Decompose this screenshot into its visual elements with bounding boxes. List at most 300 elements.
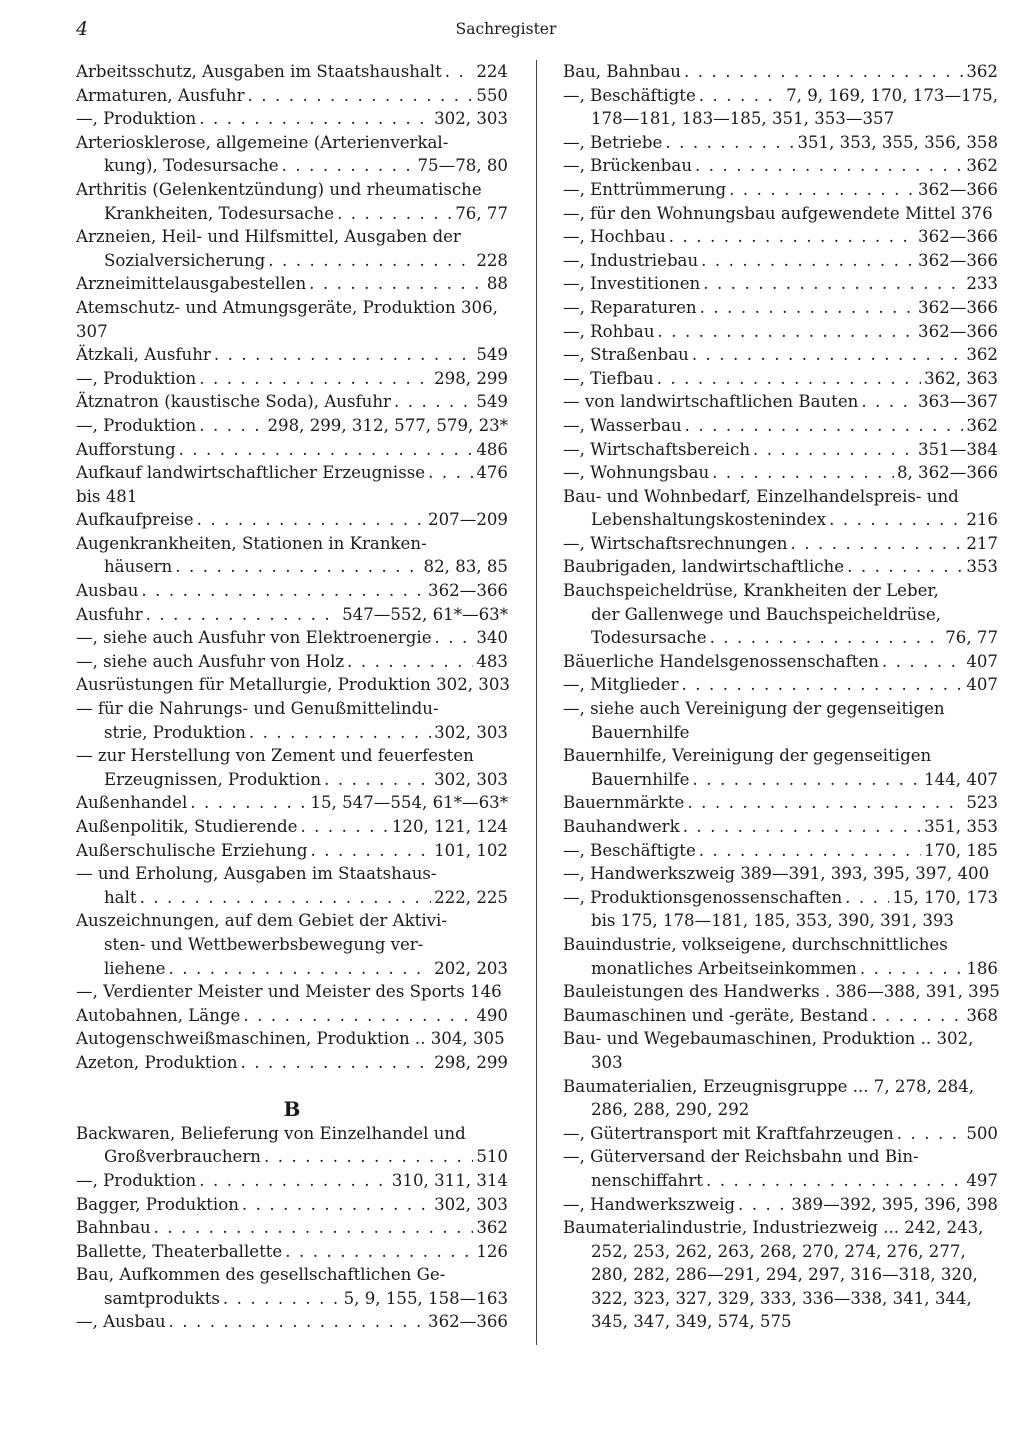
- entry-text: Bauernhilfe, Vereinigung der gegenseitigen: [563, 746, 932, 766]
- entry-pages: 549: [476, 392, 508, 412]
- dot-leader: [311, 839, 432, 863]
- index-entry: [76, 650, 508, 674]
- entry-text: —, Wohnungsbau: [563, 463, 710, 483]
- dot-leader: [435, 626, 474, 650]
- entry-text: Bauernhilfe: [591, 722, 690, 742]
- entry-pages: 302, 303: [434, 1194, 508, 1214]
- entry-pages: 389—392, 395, 396, 398: [791, 1194, 998, 1214]
- entry-text: Atemschutz- und Atmungsgeräte, Produktion 306,: [76, 297, 498, 317]
- entry-pages: 82, 83, 85: [423, 557, 508, 577]
- index-entry: [563, 320, 998, 344]
- entry-text: Baumaterialindustrie, Industriezweig ... 242, 243,: [563, 1218, 984, 1238]
- dot-leader: [428, 461, 473, 485]
- index-line: [563, 1263, 998, 1287]
- index-line: [76, 225, 508, 249]
- index-entry: [76, 1287, 508, 1311]
- dot-leader: [445, 60, 474, 84]
- dot-leader: [241, 1051, 432, 1075]
- dot-leader: [658, 320, 916, 344]
- entry-text: Bahnbau: [76, 1218, 151, 1238]
- entry-text: monatliches Arbeitseinkommen: [591, 958, 857, 978]
- index-entry: [563, 650, 998, 674]
- index-line: [563, 721, 998, 745]
- dot-leader: [169, 1310, 426, 1334]
- entry-pages: 363—367: [918, 392, 998, 412]
- dot-leader: [790, 532, 963, 556]
- index-line: [563, 579, 998, 603]
- entry-text: Arzneien, Heil- und Hilfsmittel, Ausgaben der: [76, 227, 461, 247]
- column-divider: [536, 60, 537, 1345]
- dot-leader: [199, 1169, 389, 1193]
- index-line: [76, 862, 508, 886]
- entry-text: Backwaren, Belieferung von Einzelhandel und: [76, 1123, 466, 1143]
- dot-leader: [264, 1145, 473, 1169]
- entry-pages: 8, 362—366: [896, 463, 998, 483]
- dot-leader: [871, 1004, 963, 1028]
- dot-leader: [829, 508, 963, 532]
- entry-pages: 351, 353: [924, 817, 998, 836]
- index-line: [76, 1122, 508, 1146]
- index-entry: [76, 438, 508, 462]
- index-line: [563, 1098, 998, 1122]
- entry-pages: 362—366: [918, 179, 998, 199]
- entry-text: bis 175, 178—181, 185, 353, 390, 391, 393: [591, 911, 954, 931]
- entry-text: Auszeichnungen, auf dem Gebiet der Aktivi-: [76, 911, 447, 931]
- dot-leader: [199, 367, 431, 391]
- entry-text: Armaturen, Ausfuhr: [76, 85, 245, 105]
- dot-leader: [179, 438, 474, 462]
- entry-text: halt: [104, 887, 137, 907]
- entry-pages: 362—366: [918, 227, 998, 247]
- entry-text: Außerschulische Erziehung: [76, 840, 308, 860]
- dot-leader: [692, 768, 921, 792]
- entry-text: —, Reparaturen: [563, 297, 697, 317]
- index-line: [76, 744, 508, 768]
- index-entry: [563, 673, 998, 697]
- entry-text: —, siehe auch Vereinigung der gegenseitigen: [563, 699, 945, 719]
- entry-text: Bau, Aufkommen des gesellschaftlichen Ge-: [76, 1265, 446, 1285]
- dot-leader: [309, 272, 484, 296]
- index-line: [563, 933, 998, 957]
- index-entry: [563, 249, 998, 273]
- entry-text: Erzeugnissen, Produktion: [104, 769, 322, 789]
- entry-text: Lebenshaltungskostenindex: [591, 510, 827, 530]
- index-entry: [563, 957, 998, 981]
- entry-pages: 7, 9, 169, 170, 173—175,: [786, 85, 998, 105]
- index-entry: [76, 1216, 508, 1240]
- entry-text: 252, 253, 262, 263, 268, 270, 274, 276, 277,: [591, 1241, 966, 1261]
- index-line: [76, 933, 508, 957]
- dot-leader: [683, 815, 921, 839]
- index-entry: [76, 343, 508, 367]
- index-entry: [76, 839, 508, 863]
- index-entry: [563, 343, 998, 367]
- entry-text: —, Produktion: [76, 1170, 197, 1190]
- entry-pages: 368: [966, 1005, 998, 1025]
- dot-leader: [214, 343, 473, 367]
- dot-leader: [146, 603, 339, 627]
- dot-leader: [285, 1240, 473, 1264]
- entry-text: Ausbau: [76, 581, 139, 601]
- index-entry: [563, 438, 998, 462]
- section-spacer: [76, 1075, 508, 1099]
- entry-text: der Gallenwege und Bauchspeicheldrüse,: [591, 604, 941, 624]
- dot-leader: [682, 673, 964, 697]
- entry-pages: 217: [966, 533, 998, 553]
- entry-pages: 302, 303: [434, 109, 508, 129]
- index-entry: [76, 957, 508, 981]
- index-entry: [76, 579, 508, 603]
- index-entry: [76, 272, 508, 296]
- entry-pages: 228: [476, 250, 508, 270]
- index-line: [563, 107, 998, 131]
- dot-leader: [687, 791, 963, 815]
- dot-leader: [712, 461, 894, 485]
- entry-text: —, Enttrümmerung: [563, 179, 727, 199]
- dot-leader: [337, 202, 452, 226]
- entry-pages: 362—366: [428, 581, 508, 601]
- entry-pages: 298, 299: [434, 1052, 508, 1072]
- entry-text: liehene: [104, 958, 166, 978]
- index-line: [76, 697, 508, 721]
- entry-pages: 75—78, 80: [417, 156, 508, 176]
- entry-pages: 547—552, 61*—63*: [342, 604, 508, 624]
- dot-leader: [699, 84, 783, 108]
- entry-text: 307: [76, 321, 108, 341]
- dot-leader: [753, 438, 915, 462]
- entry-pages: 353: [966, 557, 998, 577]
- entry-text: —, Straßenbau: [563, 345, 689, 365]
- entry-text: Bauleistungen des Handwerks . 386—388, 391, 395: [563, 982, 1000, 1002]
- index-line: [76, 296, 508, 320]
- entry-text: —, Ausbau: [76, 1312, 166, 1332]
- dot-leader: [699, 839, 921, 863]
- entry-text: Außenpolitik, Studierende: [76, 817, 298, 836]
- entry-text: —, Industriebau: [563, 250, 699, 270]
- index-entry: [76, 414, 508, 438]
- entry-pages: 497: [966, 1170, 998, 1190]
- entry-text: —, Beschäftigte: [563, 85, 696, 105]
- entry-text: —, Produktion: [76, 415, 197, 435]
- dot-leader: [140, 886, 432, 910]
- entry-text: —, Mitglieder: [563, 675, 679, 695]
- dot-leader: [665, 131, 794, 155]
- entry-text: Aufforstung: [76, 439, 176, 459]
- entry-pages: 483: [476, 651, 508, 671]
- dot-leader: [347, 650, 473, 674]
- entry-text: Baubrigaden, landwirtschaftliche: [563, 557, 845, 577]
- index-entry: [563, 178, 998, 202]
- entry-text: 280, 282, 286—291, 294, 297, 316—318, 320,: [591, 1265, 978, 1285]
- index-entry: [563, 390, 998, 414]
- entry-text: Ausrüstungen für Metallurgie, Produktion 302, 303: [76, 675, 510, 695]
- entry-pages: 351—384: [918, 439, 998, 459]
- index-entry: [76, 1240, 508, 1264]
- entry-text: —, für den Wohnungsbau aufgewendete Mittel 376: [563, 203, 993, 223]
- entry-pages: 233: [966, 274, 998, 294]
- index-entry: [76, 461, 508, 485]
- index-line: [563, 1051, 998, 1075]
- entry-text: —, Produktionsgenossenschaften: [563, 887, 843, 907]
- entry-text: sten- und Wettbewerbsbewegung ver-: [104, 934, 424, 954]
- index-entry: [563, 1004, 998, 1028]
- entry-text: 345, 347, 349, 574, 575: [591, 1312, 792, 1332]
- index-entry: [76, 886, 508, 910]
- entry-pages: 298, 299: [434, 368, 508, 388]
- entry-pages: 144, 407: [924, 769, 998, 789]
- dot-leader: [197, 508, 425, 532]
- index-entry: [76, 154, 508, 178]
- entry-text: 178—181, 183—185, 351, 353—357: [591, 109, 895, 129]
- dot-leader: [847, 555, 963, 579]
- dot-leader: [701, 249, 915, 273]
- entry-pages: 362—366: [918, 297, 998, 317]
- dot-leader: [882, 650, 963, 674]
- page-number: 4: [76, 18, 89, 40]
- entry-text: Ballette, Theaterballette: [76, 1241, 283, 1261]
- entry-text: Bagger, Produktion: [76, 1194, 239, 1214]
- entry-pages: 88: [486, 274, 508, 294]
- entry-pages: 486: [476, 439, 508, 459]
- index-entry: [76, 60, 508, 84]
- entry-pages: 362: [966, 62, 998, 81]
- entry-text: — zur Herstellung von Zement und feuerfesten: [76, 746, 474, 766]
- index-line: [76, 980, 508, 1004]
- index-entry: [76, 1145, 508, 1169]
- dot-leader: [695, 154, 963, 178]
- index-line: [563, 603, 998, 627]
- index-line: [76, 1027, 508, 1051]
- index-entry: [76, 1004, 508, 1028]
- entry-pages: 302, 303: [434, 722, 508, 742]
- entry-pages: 351, 353, 355, 356, 358: [797, 132, 998, 152]
- index-line: [76, 1263, 508, 1287]
- entry-text: Bauchspeicheldrüse, Krankheiten der Leber,: [563, 581, 939, 601]
- entry-text: —, Wirtschaftsrechnungen: [563, 533, 788, 553]
- index-entry: [76, 84, 508, 108]
- dot-leader: [684, 60, 963, 84]
- index-entry: [76, 1169, 508, 1193]
- dot-leader: [324, 768, 431, 792]
- entry-text: Außenhandel: [76, 793, 188, 813]
- entry-text: Arthritis (Gelenkentzündung) und rheumatische: [76, 179, 482, 199]
- dot-leader: [242, 1193, 431, 1217]
- entry-pages: 298, 299, 312, 577, 579, 23*: [267, 415, 508, 435]
- index-entry: [563, 815, 998, 839]
- index-entry: [76, 1193, 508, 1217]
- entry-text: Baumaschinen und -geräte, Bestand: [563, 1005, 869, 1025]
- dot-leader: [845, 886, 889, 910]
- entry-text: Autobahnen, Länge: [76, 1005, 241, 1025]
- entry-pages: 362—366: [918, 250, 998, 270]
- entry-text: —, Gütertransport mit Kraftfahrzeugen: [563, 1123, 894, 1143]
- index-line: [76, 485, 508, 509]
- dot-leader: [154, 1216, 474, 1240]
- dot-leader: [394, 390, 473, 414]
- index-entry: [563, 84, 998, 108]
- entry-pages: 76, 77: [455, 203, 508, 223]
- dot-leader: [710, 626, 943, 650]
- entry-pages: 362, 363: [924, 368, 998, 388]
- entry-text: —, Investitionen: [563, 274, 701, 294]
- dot-leader: [223, 1287, 341, 1311]
- entry-text: häusern: [104, 557, 173, 577]
- entry-text: Bauindustrie, volkseigene, durchschnittliches: [563, 934, 948, 954]
- entry-text: Baumaterialien, Erzeugnisgruppe ... 7, 278, 284,: [563, 1076, 975, 1096]
- index-entry: [76, 249, 508, 273]
- entry-pages: 302, 303: [434, 769, 508, 789]
- entry-text: —, Handwerkszweig 389—391, 393, 395, 397, 400: [563, 864, 990, 884]
- entry-text: 322, 323, 327, 329, 333, 336—338, 341, 344,: [591, 1288, 972, 1308]
- index-entry: [76, 555, 508, 579]
- entry-pages: 340: [476, 628, 508, 648]
- index-line: [563, 1310, 998, 1334]
- index-entry: [76, 390, 508, 414]
- index-line: [563, 1240, 998, 1264]
- entry-pages: 362: [966, 156, 998, 176]
- entry-pages: 222, 225: [434, 887, 508, 907]
- entry-pages: 362: [966, 345, 998, 365]
- entry-text: Todesursache: [591, 628, 707, 648]
- index-entry: [76, 721, 508, 745]
- entry-text: Augenkrankheiten, Stationen in Kranken-: [76, 533, 427, 553]
- dot-leader: [685, 414, 964, 438]
- index-entry: [563, 1169, 998, 1193]
- dot-leader: [703, 272, 963, 296]
- index-column-right: [563, 60, 998, 1334]
- index-line: [76, 532, 508, 556]
- entry-text: —, siehe auch Ausfuhr von Elektroenergie: [76, 628, 432, 648]
- index-line: [76, 320, 508, 344]
- entry-text: —, Brückenbau: [563, 156, 693, 176]
- entry-pages: 362: [966, 415, 998, 435]
- entry-text: Ätznatron (kaustische Soda), Ausfuhr: [76, 392, 391, 412]
- entry-pages: 476: [476, 463, 508, 483]
- entry-text: Arbeitsschutz, Ausgaben im Staatshaushalt: [76, 62, 442, 81]
- entry-pages: 362—366: [918, 321, 998, 341]
- index-line: [563, 1287, 998, 1311]
- entry-pages: 224: [476, 62, 508, 81]
- entry-pages: 207—209: [428, 510, 508, 530]
- index-line: [563, 980, 998, 1004]
- entry-text: Azeton, Produktion: [76, 1052, 238, 1072]
- entry-pages: 510: [476, 1147, 508, 1167]
- entry-text: Bauernmärkte: [563, 793, 685, 813]
- index-line: [563, 697, 998, 721]
- entry-text: Bau- und Wohnbedarf, Einzelhandelspreis- und: [563, 486, 959, 506]
- entry-text: —, Produktion: [76, 368, 197, 388]
- dot-leader: [300, 815, 388, 839]
- index-entry: [76, 791, 508, 815]
- entry-text: Aufkaufpreise: [76, 510, 194, 530]
- dot-leader: [141, 579, 425, 603]
- entry-text: Bauernhilfe: [591, 769, 690, 789]
- index-entry: [76, 202, 508, 226]
- entry-text: —, Beschäftigte: [563, 840, 696, 860]
- entry-pages: 523: [966, 793, 998, 813]
- dot-leader: [175, 555, 420, 579]
- index-entry: [76, 107, 508, 131]
- entry-text: —, Rohbau: [563, 321, 655, 341]
- entry-pages: 362: [476, 1218, 508, 1238]
- entry-pages: 170, 185: [924, 840, 998, 860]
- index-line: [76, 909, 508, 933]
- dot-leader: [657, 367, 921, 391]
- entry-pages: 76, 77: [945, 628, 998, 648]
- dot-leader: [700, 296, 915, 320]
- entry-pages: 500: [966, 1123, 998, 1143]
- entry-text: —, Tiefbau: [563, 368, 654, 388]
- index-entry: [76, 768, 508, 792]
- entry-text: Bau- und Wegebaumaschinen, Produktion .. 302,: [563, 1029, 974, 1049]
- entry-text: 286, 288, 290, 292: [591, 1100, 750, 1120]
- entry-text: 303: [591, 1052, 623, 1072]
- index-entry: [76, 626, 508, 650]
- index-entry: [563, 508, 998, 532]
- index-entry: [563, 461, 998, 485]
- index-entry: [76, 367, 508, 391]
- dot-leader: [729, 178, 915, 202]
- entry-pages: 490: [476, 1005, 508, 1025]
- dot-leader: [669, 225, 915, 249]
- index-entry: [563, 225, 998, 249]
- entry-pages: 407: [966, 675, 998, 695]
- entry-text: Ätzkali, Ausfuhr: [76, 345, 211, 365]
- index-line: [563, 1216, 998, 1240]
- running-title: Sachregister: [455, 20, 557, 38]
- entry-text: nenschiffahrt: [591, 1170, 703, 1190]
- dot-leader: [738, 1193, 788, 1217]
- entry-pages: 202, 203: [434, 958, 508, 978]
- entry-text: kung), Todesursache: [104, 156, 279, 176]
- dot-leader: [199, 107, 431, 131]
- index-entry: [563, 1122, 998, 1146]
- dot-leader: [190, 791, 307, 815]
- index-entry: [563, 839, 998, 863]
- entry-text: Großverbrauchern: [104, 1147, 261, 1167]
- index-line: [563, 862, 998, 886]
- dot-leader: [897, 1122, 964, 1146]
- index-line: [76, 131, 508, 155]
- index-line: [76, 178, 508, 202]
- index-entry: [563, 555, 998, 579]
- entry-text: Aufkauf landwirtschaftlicher Erzeugnisse: [76, 463, 426, 483]
- entry-pages: 186: [966, 958, 998, 978]
- dot-leader: [248, 84, 474, 108]
- entry-text: —, siehe auch Ausfuhr von Holz: [76, 651, 345, 671]
- entry-text: Bau, Bahnbau: [563, 62, 681, 81]
- entry-text: Bauhandwerk: [563, 817, 680, 836]
- index-entry: [76, 508, 508, 532]
- entry-text: —, Verdienter Meister und Meister des Sports 146: [76, 982, 502, 1002]
- entry-pages: 5, 9, 155, 158—163: [343, 1288, 508, 1308]
- entry-pages: 362—366: [428, 1312, 508, 1332]
- index-line: [563, 1145, 998, 1169]
- page-header: [76, 18, 936, 44]
- dot-leader: [249, 721, 431, 745]
- index-entry: [563, 768, 998, 792]
- index-entry: [563, 296, 998, 320]
- entry-text: — für die Nahrungs- und Genußmittelindu-: [76, 699, 439, 719]
- index-line: [563, 744, 998, 768]
- dot-leader: [706, 1169, 963, 1193]
- index-column-left: [76, 60, 508, 1334]
- entry-text: Bäuerliche Handelsgenossenschaften: [563, 651, 879, 671]
- entry-pages: 101, 102: [434, 840, 508, 860]
- entry-text: — von landwirtschaftlichen Bauten: [563, 392, 859, 412]
- index-entry: [563, 60, 998, 84]
- entry-pages: 407: [966, 651, 998, 671]
